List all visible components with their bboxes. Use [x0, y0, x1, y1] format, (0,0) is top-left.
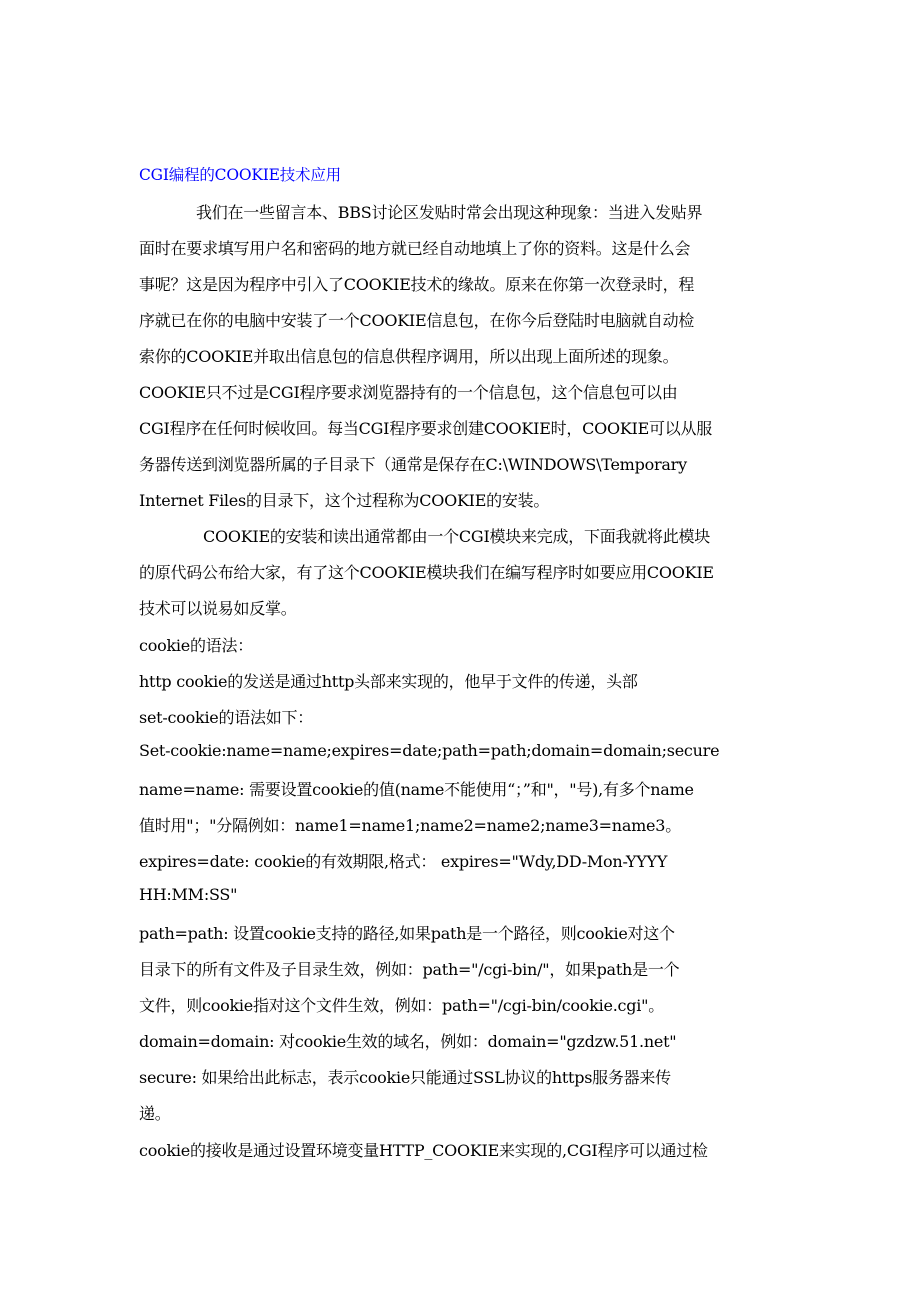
paragraph-line: cookie的接收是通过设置环境变量HTTP_COOKIE来实现的,CGI程序可以通过检 [139, 1141, 708, 1160]
paragraph-line: 的原代码公布给大家，有了这个COOKIE模块我们在编写程序时如要应用COOKIE [139, 563, 714, 582]
paragraph-line: 务器传送到浏览器所属的子目录下（通常是保存在C:\WINDOWS\Temporary [139, 455, 687, 474]
paragraph-line: path=path: 设置cookie支持的路径,如果path是一个路径，则cookie对这个 [139, 924, 675, 943]
paragraph-line: 面时在要求填写用户名和密码的地方就已经自动地填上了你的资料。这是什么会 [139, 239, 691, 258]
paragraph-line: expires=date: cookie的有效期限,格式： expires="Wdy,DD-Mon-YYYY [139, 852, 668, 871]
paragraph-line: HH:MM:SS" [139, 885, 238, 904]
paragraph-line: Internet Files的目录下，这个过程称为COOKIE的安装。 [139, 491, 550, 510]
paragraph-line: secure: 如果给出此标志，表示cookie只能通过SSL协议的https服务器来传 [139, 1068, 671, 1087]
paragraph-line: 技术可以说易如反掌。 [139, 599, 297, 618]
paragraph-line: 索你的COOKIE并取出信息包的信息供程序调用，所以出现上面所述的现象。 [139, 347, 679, 366]
paragraph-line: http cookie的发送是通过http头部来实现的，他早于文件的传递，头部 [139, 672, 638, 691]
paragraph-line: CGI程序在任何时候收回。每当CGI程序要求创建COOKIE时，COOKIE可以从服 [139, 419, 713, 438]
paragraph-line: 事呢？这是因为程序中引入了COOKIE技术的缘故。原来在你第一次登录时，程 [139, 275, 695, 294]
document-title: CGI编程的COOKIE技术应用 [139, 166, 341, 184]
paragraph-line: 值时用"；"分隔例如：name1=name1;name2=name2;name3=name3。 [139, 816, 681, 835]
paragraph-line: 我们在一些留言本、BBS讨论区发贴时常会出现这种现象：当进入发贴界 [196, 203, 703, 222]
paragraph-line: COOKIE的安装和读出通常都由一个CGI模块来完成，下面我就将此模块 [203, 527, 711, 546]
paragraph-line: name=name: 需要设置cookie的值(name不能使用“；”和"，"号),有多个name [139, 780, 694, 799]
paragraph-line: 递。 [139, 1104, 171, 1123]
paragraph-line: 文件，则cookie指对这个文件生效，例如：path="/cgi-bin/cookie.cgi"。 [139, 996, 664, 1015]
paragraph-line: COOKIE只不过是CGI程序要求浏览器持有的一个信息包，这个信息包可以由 [139, 383, 678, 402]
paragraph-line: 序就已在你的电脑中安装了一个COOKIE信息包，在你今后登陆时电脑就自动检 [139, 311, 695, 330]
code-line: Set-cookie:name=name;expires=date;path=path;domain=domain;secure [139, 741, 720, 760]
syntax-heading: cookie的语法： [139, 636, 254, 655]
paragraph-line: domain=domain: 对cookie生效的域名，例如：domain="gzdzw.51.net" [139, 1032, 677, 1051]
paragraph-line: 目录下的所有文件及子目录生效，例如：path="/cgi-bin/"，如果path是一个 [139, 960, 680, 979]
paragraph-line: set-cookie的语法如下： [139, 708, 314, 727]
